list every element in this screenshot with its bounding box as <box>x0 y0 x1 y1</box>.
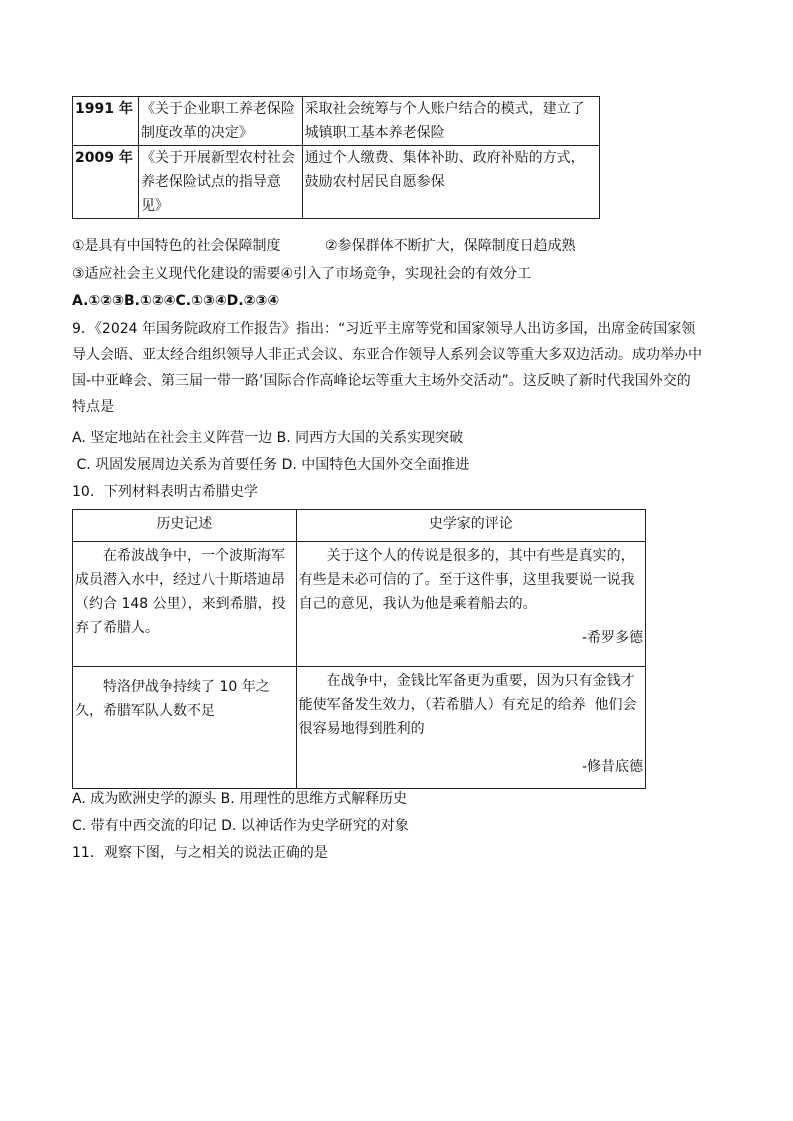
historian-name: -希罗多德 <box>581 630 643 646</box>
q10-options-line-2: C. 带有中西交流的印记 D. 以神话作为史学研究的对象 <box>72 818 409 834</box>
comment-cell <box>296 667 645 789</box>
year-cell: 2009 年 <box>73 146 139 219</box>
q9-stem: 9．《2024 年国务院政府工作报告》指出：“习近平主席等党和国家领导人出访多国，出席金砖国家领导人会晤、亚太经合组织领导人非正式会议、东亚合作领导人系列会议等重大多双边活动。成功举办中国-中亚峰会、第三届一带一路’国际合作高峰论坛等重大主场外交活动”。这反映了新时代我国外交的特点是 <box>72 321 702 415</box>
year-cell: 1991 年 <box>73 97 139 146</box>
q10-options-line-1: A. 成为欧洲史学的源头 B. 用理性的思维方式解释历史 <box>72 791 408 807</box>
comment-cell <box>296 542 645 667</box>
greek-history-table <box>72 509 646 789</box>
q8-options: A.①②③B.①②④C.①③④D.②③④ <box>72 293 280 309</box>
document-cell: 《关于开展新型农村社会养老保险试点的指导意见》 <box>138 146 302 219</box>
table-row <box>73 667 646 789</box>
comment-text: 在战争中，金钱比军备更为重要，因为只有金钱才能使军备发生效力，（若希腊人）有充足的给养 他们会很容易地得到胜利的 <box>298 673 637 737</box>
q8-statements-line-2: ③适应社会主义现代化建设的需要④引入了市场竞争，实现社会的有效分工 <box>72 266 532 282</box>
q9-options-line-1: A. 坚定地站在社会主义阵营一边 B. 同西方大国的关系实现突破 <box>72 430 464 446</box>
header-comment: 史学家的评论 <box>296 510 645 542</box>
record-cell: 特洛伊战争持续了 10 年之久，希腊军队人数不足 <box>73 667 297 789</box>
q9-options-line-2: C. 巩固发展周边关系为首要任务 D. 中国特色大国外交全面推进 <box>72 457 470 473</box>
header-record: 历史记述 <box>73 510 297 542</box>
content-cell: 采取社会统筹与个人账户结合的模式，建立了城镇职工基本养老保险 <box>302 97 599 146</box>
content-cell: 通过个人缴费、集体补助、政府补贴的方式，鼓励农村居民自愿参保 <box>302 146 599 219</box>
q10-stem: 10．下列材料表明古希腊史学 <box>72 484 258 500</box>
table-header-row <box>73 510 646 542</box>
table-row <box>73 542 646 667</box>
q8-statements-line-1: ①是具有中国特色的社会保障制度 ②参保群体不断扩大，保障制度日趋成熟 <box>72 238 576 254</box>
table-row <box>73 97 600 146</box>
pension-policy-table <box>72 96 600 219</box>
record-cell: 在希波战争中，一个波斯海军成员潜入水中，经过八十斯塔迪昂（约合 148 公里），来到希腊，投弃了希腊人。 <box>73 542 297 667</box>
table-row <box>73 146 600 219</box>
q11-stem: 11．观察下图，与之相关的说法正确的是 <box>72 845 328 861</box>
document-cell: 《关于企业职工养老保险制度改革的决定》 <box>138 97 302 146</box>
comment-text: 关于这个人的传说是很多的，其中有些是真实的，有些是未必可信的了。至于这件事，这里我要说一说我自己的意见，我认为他是乘着船去的。 <box>298 548 635 612</box>
historian-name: -修昔底德 <box>581 759 643 775</box>
